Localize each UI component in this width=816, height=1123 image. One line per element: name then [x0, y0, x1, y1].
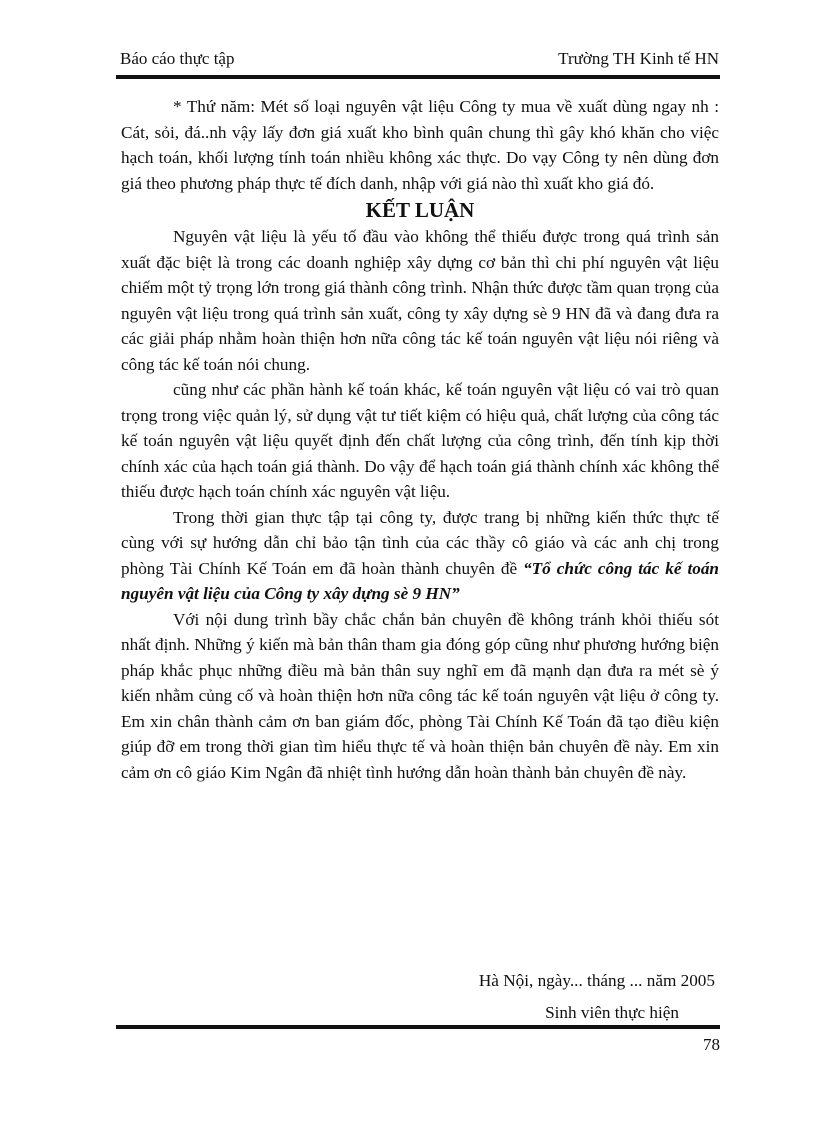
header-left: Báo cáo thực tập — [120, 49, 235, 68]
signature-role: Sinh viên thực hiện — [545, 1003, 679, 1022]
header-right: Trường TH Kinh tế HN — [558, 49, 719, 68]
paragraph-conclusion-2: cũng như các phần hành kế toán khác, kế toán nguyên vật liệu có vai trò quan trọng trong việc quản lý, sử dụng vật tư tiết kiệm có hiệu quả, chất lượng của công tác kế toán nguyên vật liệu quyết định đến chất lượng của công trình, đến tính kịp thời chính xác của hạch toán giá thành. Do vậy để hạch toán giá thành chính xác không thể thiếu được hạch toán chính xác nguyên vật liệu. — [121, 380, 719, 501]
header-divider — [116, 75, 720, 79]
paragraph-conclusion-3 — [121, 505, 719, 607]
page-number: 78 — [703, 1035, 720, 1054]
signature-date: Hà Nội, ngày... tháng ... năm 2005 — [478, 971, 715, 990]
paragraph-conclusion-4: Với nội dung trình bầy chắc chắn bản chuyên đề không tránh khỏi thiếu sót nhất định. Những ý kiến mà bản thân tham gia đóng góp cũng như phương hướng biện pháp khắc phục những điều mà bản thân suy nghĩ em đã mạnh dạn đưa ra mét sè ý kiến nhằm củng cố và hoàn thiện hơn nữa công tác kế toán nguyên vật liệu ở công ty. Em xin chân thành cảm ơn ban giám đốc, phòng Tài Chính Kế Toán đã tạo điều kiện giúp đỡ em trong thời gian tìm hiểu thực tế và hoàn thiện bản chuyên đề này. Em xin cảm ơn cô giáo Kim Ngân đã nhiệt tình hướng dẫn hoàn thành bản chuyên đề này. — [121, 609, 719, 782]
document-body — [121, 94, 719, 785]
page-header — [120, 49, 719, 69]
paragraph-conclusion-1: Nguyên vật liệu là yếu tố đầu vào không thể thiếu được trong quá trình sản xuất đặc biệt là trong các doanh nghiệp xây dựng cơ bản thì chi phí nguyên vật liệu chiếm một tỷ trọng lớn trong giá thành công trình. Nhận thức được tầm quan trọng của nguyên vật liệu trong quá trình sản xuất, công ty xây dựng sè 9 HN đã và đang đưa ra các giải pháp nhằm hoàn thiện hơn nữa công tác kế toán nguyên vật liệu nói riêng và công tác kế toán nói chung. — [121, 227, 719, 374]
paragraph-lead-text: Trong thời gian thực tập tại công ty, được trang bị những kiến thức thực tế cùng với sự hướng dẫn chỉ bảo tận tình của các thầy cô giáo và các anh chị trong phòng Tài Chính Kế Toán em đã hoàn thành chuyên đề — [121, 507, 719, 578]
paragraph-fifth-point: * Thứ năm: Mét số loại nguyên vật liệu Công ty mua về xuất dùng ngay nh : Cát, sỏi, đá..nh vậy lấy đơn giá xuất kho bình quân chung thì gây khó khăn cho việc hạch toán, khối lượng tính toán nhiều không xác thực. Do vạy Công ty nên dùng đơn giá theo phương pháp thực tế đích danh, nhập với giá nào thì xuất kho giá đó. — [121, 97, 719, 193]
section-title: KẾT LUẬN — [365, 198, 475, 222]
footer-divider — [116, 1025, 720, 1029]
topic-title: “Tổ chức công tác kế toán nguyên vật liệu của Công ty xây dựng sè 9 HN” — [121, 558, 719, 603]
